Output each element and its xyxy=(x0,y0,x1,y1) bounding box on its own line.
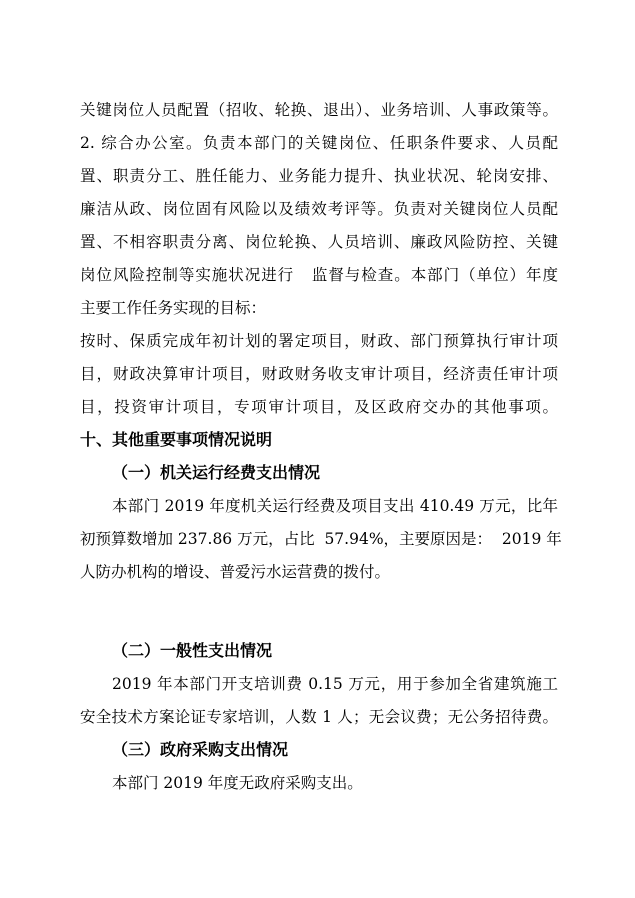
paragraph-line: 安全技术方案论证专家培训，人数 1 人；无会议费；无公务招待费。 xyxy=(80,708,558,726)
paragraph-line: 主要工作任务实现的目标： xyxy=(80,299,267,317)
paragraph-line: 人防办机构的增设、普爱污水运营费的拨付。 xyxy=(80,563,391,581)
paragraph-line: 目，投资审计项目，专项审计项目，及区政府交办的其他事项。 xyxy=(80,398,558,416)
paragraph-line: 置、不相容职责分离、岗位轮换、人员培训、廉政风险防控、关键 xyxy=(80,233,558,251)
subsection-heading: （三）政府采购支出情况 xyxy=(112,740,289,759)
paragraph-line: 廉洁从政、岗位固有风险以及绩效考评等。负责对关键岗位人员配 xyxy=(80,200,558,218)
subsection-heading: （二）一般性支出情况 xyxy=(112,641,273,660)
paragraph-line: 2. 综合办公室。负责本部门的关键岗位、任职条件要求、人员配 xyxy=(80,134,558,152)
paragraph-line: 置、职责分工、胜任能力、业务能力提升、执业状况、轮岗安排、 xyxy=(80,167,558,185)
paragraph-line: 初预算数增加 237.86 万元，占比 57.94%，主要原因是： 2019 年 xyxy=(80,530,562,548)
paragraph-line: 按时、保质完成年初计划的署定项目，财政、部门预算执行审计项 xyxy=(80,332,558,350)
subsection-heading: （一）机关运行经费支出情况 xyxy=(112,463,321,482)
paragraph-line: 关键岗位人员配置（招收、轮换、退出）、业务培训、人事政策等。 xyxy=(80,101,558,119)
paragraph-line: 目，财政决算审计项目，财政财务收支审计项目，经济责任审计项 xyxy=(80,365,558,383)
section-heading: 十、其他重要事项情况说明 xyxy=(80,430,273,449)
paragraph-line: 本部门 2019 年度无政府采购支出。 xyxy=(112,774,363,792)
paragraph-line: 岗位风险控制等实施状况进行 监督与检查。本部门（单位）年度 xyxy=(80,266,558,284)
paragraph-line: 本部门 2019 年度机关运行经费及项目支出 410.49 万元，比年 xyxy=(112,497,558,515)
paragraph-line: 2019 年本部门开支培训费 0.15 万元，用于参加全省建筑施工 xyxy=(112,675,558,693)
